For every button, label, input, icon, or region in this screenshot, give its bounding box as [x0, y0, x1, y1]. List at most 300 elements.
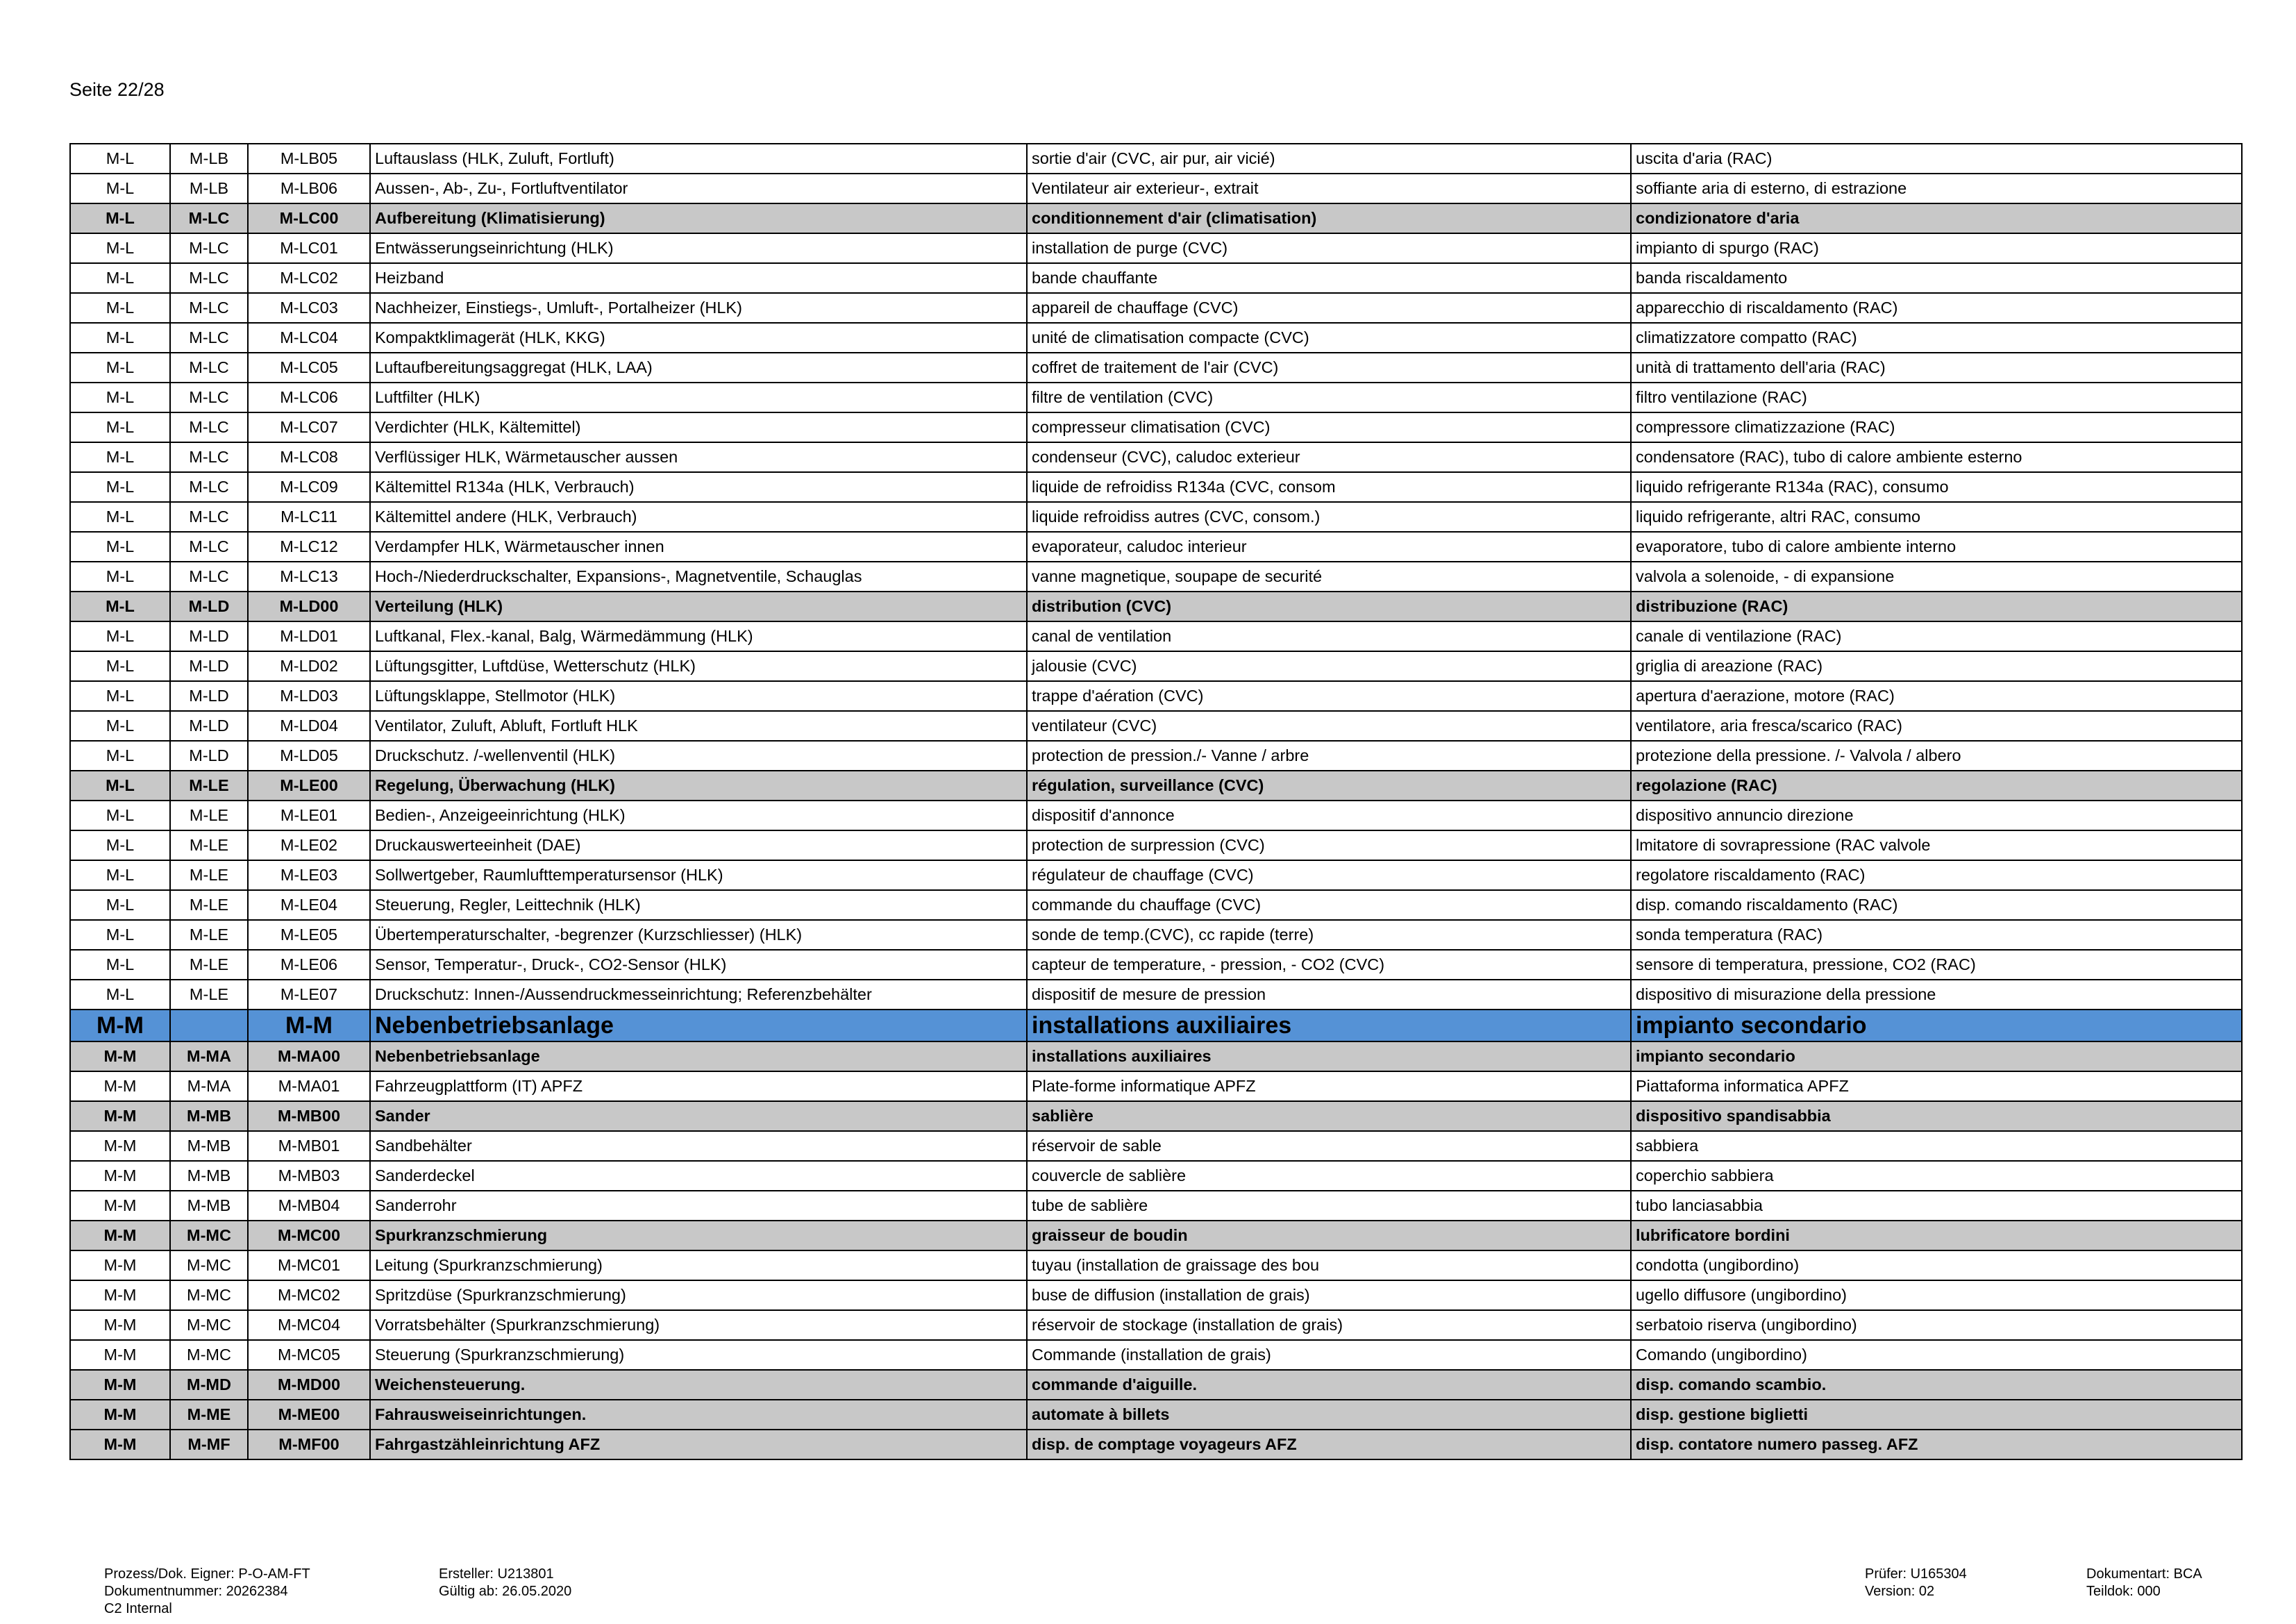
cell-description-de: Fahrzeugplattform (IT) APFZ — [370, 1071, 1027, 1101]
cell-description-fr: coffret de traitement de l'air (CVC) — [1027, 353, 1631, 383]
cell-description-fr: régulateur de chauffage (CVC) — [1027, 860, 1631, 890]
cell-level3-code: M-LC11 — [248, 502, 370, 532]
cell-description-it: dispositivo spandisabbia — [1631, 1101, 2242, 1131]
cell-description-fr: commande d'aiguille. — [1027, 1370, 1631, 1400]
cell-description-it: dispositivo di misurazione della pressione — [1631, 980, 2242, 1010]
footer-part-doc: Teildok: 000 — [2086, 1584, 2161, 1599]
table-row — [70, 293, 2242, 323]
cell-description-fr: réservoir de stockage (installation de grais) — [1027, 1310, 1631, 1340]
table-row — [70, 1131, 2242, 1161]
cell-level2-code: M-MB — [170, 1191, 248, 1221]
cell-level3-code: M-LB05 — [248, 144, 370, 174]
cell-level3-code: M-LE04 — [248, 890, 370, 920]
group-row — [70, 1430, 2242, 1459]
cell-description-it: soffiante aria di esterno, di estrazione — [1631, 174, 2242, 203]
table-row — [70, 920, 2242, 950]
cell-level1-code: M-L — [70, 203, 170, 233]
table-row — [70, 174, 2242, 203]
cell-level1-code: M-L — [70, 293, 170, 323]
cell-description-fr: liquide de refroidiss R134a (CVC, consom — [1027, 472, 1631, 502]
cell-description-de: Aussen-, Ab-, Zu-, Fortluftventilator — [370, 174, 1027, 203]
cell-level3-code: M-LE01 — [248, 801, 370, 830]
footer-doc-number: Dokumentnummer: 20262384 — [104, 1584, 288, 1599]
cell-level1-code: M-M — [70, 1041, 170, 1071]
cell-level1-code: M-L — [70, 592, 170, 621]
cell-level3-code: M-LE00 — [248, 771, 370, 801]
cell-level2-code: M-LC — [170, 323, 248, 353]
cell-level1-code: M-M — [70, 1400, 170, 1430]
cell-level2-code: M-LE — [170, 890, 248, 920]
cell-level2-code: M-MC — [170, 1221, 248, 1250]
cell-level2-code: M-MA — [170, 1071, 248, 1101]
table-row — [70, 1310, 2242, 1340]
cell-level3-code: M-LC04 — [248, 323, 370, 353]
table-row — [70, 621, 2242, 651]
cell-description-it: regolatore riscaldamento (RAC) — [1631, 860, 2242, 890]
cell-level1-code: M-M — [70, 1250, 170, 1280]
table-row — [70, 1280, 2242, 1310]
cell-description-fr: conditionnement d'air (climatisation) — [1027, 203, 1631, 233]
cell-level3-code: M-LE06 — [248, 950, 370, 980]
cell-description-fr: buse de diffusion (installation de grais) — [1027, 1280, 1631, 1310]
cell-description-de: Lüftungsgitter, Luftdüse, Wetterschutz (HLK) — [370, 651, 1027, 681]
cell-description-de: Weichensteuerung. — [370, 1370, 1027, 1400]
cell-level1-code: M-L — [70, 174, 170, 203]
table-row — [70, 562, 2242, 592]
cell-description-it: ugello diffusore (ungibordino) — [1631, 1280, 2242, 1310]
cell-description-fr: Plate-forme informatique APFZ — [1027, 1071, 1631, 1101]
group-row — [70, 592, 2242, 621]
cell-description-it: condensatore (RAC), tubo di calore ambiente esterno — [1631, 442, 2242, 472]
table-row — [70, 950, 2242, 980]
table-row — [70, 442, 2242, 472]
cell-level1-code: M-L — [70, 741, 170, 771]
cell-level1-code: M-M — [70, 1310, 170, 1340]
table-row — [70, 681, 2242, 711]
cell-description-de: Verflüssiger HLK, Wärmetauscher aussen — [370, 442, 1027, 472]
group-row — [70, 1041, 2242, 1071]
table-row — [70, 472, 2242, 502]
table-row — [70, 651, 2242, 681]
cell-description-fr: ventilateur (CVC) — [1027, 711, 1631, 741]
cell-level2-code — [170, 1010, 248, 1041]
table-row — [70, 383, 2242, 412]
cell-description-fr: installations auxiliaires — [1027, 1010, 1631, 1041]
cell-level3-code: M-MD00 — [248, 1370, 370, 1400]
cell-description-fr: trappe d'aération (CVC) — [1027, 681, 1631, 711]
cell-level1-code: M-L — [70, 412, 170, 442]
cell-level2-code: M-LC — [170, 502, 248, 532]
cell-description-it: apertura d'aerazione, motore (RAC) — [1631, 681, 2242, 711]
cell-level1-code: M-M — [70, 1161, 170, 1191]
cell-level2-code: M-LE — [170, 950, 248, 980]
cell-level1-code: M-L — [70, 950, 170, 980]
cell-level2-code: M-LE — [170, 830, 248, 860]
cell-description-fr: dispositif de mesure de pression — [1027, 980, 1631, 1010]
cell-level1-code: M-L — [70, 621, 170, 651]
cell-level1-code: M-L — [70, 711, 170, 741]
cell-level2-code: M-LC — [170, 203, 248, 233]
table-row — [70, 233, 2242, 263]
cell-description-fr: protection de pression./- Vanne / arbre — [1027, 741, 1631, 771]
cell-description-de: Sander — [370, 1101, 1027, 1131]
cell-description-de: Verteilung (HLK) — [370, 592, 1027, 621]
cell-description-it: impianto secondario — [1631, 1010, 2242, 1041]
cell-level2-code: M-LB — [170, 174, 248, 203]
table-row — [70, 1250, 2242, 1280]
cell-level1-code: M-L — [70, 920, 170, 950]
table-row — [70, 412, 2242, 442]
cell-description-de: Übertemperaturschalter, -begrenzer (Kurzschliesser) (HLK) — [370, 920, 1027, 950]
cell-level2-code: M-LC — [170, 472, 248, 502]
cell-description-de: Kältemittel andere (HLK, Verbrauch) — [370, 502, 1027, 532]
cell-level2-code: M-LC — [170, 412, 248, 442]
table-row — [70, 711, 2242, 741]
cell-description-fr: distribution (CVC) — [1027, 592, 1631, 621]
cell-description-de: Sanderdeckel — [370, 1161, 1027, 1191]
cell-description-fr: régulation, surveillance (CVC) — [1027, 771, 1631, 801]
cell-description-de: Kompaktklimagerät (HLK, KKG) — [370, 323, 1027, 353]
cell-level2-code: M-LE — [170, 771, 248, 801]
cell-level1-code: M-L — [70, 681, 170, 711]
cell-description-fr: bande chauffante — [1027, 263, 1631, 293]
cell-description-it: lmitatore di sovrapressione (RAC valvole — [1631, 830, 2242, 860]
cell-level3-code: M-LD00 — [248, 592, 370, 621]
cell-description-fr: couvercle de sablière — [1027, 1161, 1631, 1191]
footer-reviewer-block — [1865, 1566, 1967, 1600]
cell-description-fr: disp. de comptage voyageurs AFZ — [1027, 1430, 1631, 1459]
cell-level1-code: M-L — [70, 353, 170, 383]
cell-description-it: coperchio sabbiera — [1631, 1161, 2242, 1191]
cell-level1-code: M-M — [70, 1430, 170, 1459]
cell-level3-code: M-LC07 — [248, 412, 370, 442]
cell-level1-code: M-L — [70, 442, 170, 472]
cell-description-fr: tuyau (installation de graissage des bou — [1027, 1250, 1631, 1280]
cell-description-it: lubrificatore bordini — [1631, 1221, 2242, 1250]
cell-level1-code: M-L — [70, 890, 170, 920]
cell-level3-code: M-LC06 — [248, 383, 370, 412]
cell-description-de: Sandbehälter — [370, 1131, 1027, 1161]
cell-description-de: Nachheizer, Einstiegs-, Umluft-, Portalheizer (HLK) — [370, 293, 1027, 323]
cell-description-fr: liquide refroidiss autres (CVC, consom.) — [1027, 502, 1631, 532]
cell-description-it: liquido refrigerante, altri RAC, consumo — [1631, 502, 2242, 532]
table-row — [70, 1071, 2242, 1101]
group-row — [70, 1400, 2242, 1430]
cell-description-it: condotta (ungibordino) — [1631, 1250, 2242, 1280]
cell-description-it: disp. comando scambio. — [1631, 1370, 2242, 1400]
cell-description-it: protezione della pressione. /- Valvola / albero — [1631, 741, 2242, 771]
cell-description-de: Luftaufbereitungsaggregat (HLK, LAA) — [370, 353, 1027, 383]
cell-level3-code: M-LC00 — [248, 203, 370, 233]
page-number: Seite 22/28 — [69, 79, 165, 100]
cell-level3-code: M-MA00 — [248, 1041, 370, 1071]
cell-level1-code: M-L — [70, 144, 170, 174]
footer-valid-from: Gültig ab: 26.05.2020 — [439, 1584, 572, 1599]
cell-level1-code: M-L — [70, 323, 170, 353]
cell-level3-code: M-LC09 — [248, 472, 370, 502]
cell-description-de: Sanderrohr — [370, 1191, 1027, 1221]
cell-description-de: Luftfilter (HLK) — [370, 383, 1027, 412]
cell-description-it: apparecchio di riscaldamento (RAC) — [1631, 293, 2242, 323]
cell-level2-code: M-LD — [170, 681, 248, 711]
cell-description-de: Nebenbetriebsanlage — [370, 1010, 1027, 1041]
cell-level3-code: M-MC02 — [248, 1280, 370, 1310]
cell-description-fr: capteur de temperature, - pression, - CO2 (CVC) — [1027, 950, 1631, 980]
cell-level3-code: M-LC13 — [248, 562, 370, 592]
cell-description-fr: Ventilateur air exterieur-, extrait — [1027, 174, 1631, 203]
table-row — [70, 144, 2242, 174]
cell-description-it: canale di ventilazione (RAC) — [1631, 621, 2242, 651]
table-row — [70, 502, 2242, 532]
footer-doctype-block — [2086, 1566, 2202, 1600]
cell-level3-code: M-LC03 — [248, 293, 370, 323]
cell-level2-code: M-MC — [170, 1340, 248, 1370]
cell-description-it: valvola a solenoide, - di expansione — [1631, 562, 2242, 592]
cell-level1-code: M-L — [70, 980, 170, 1010]
cell-description-de: Bedien-, Anzeigeeinrichtung (HLK) — [370, 801, 1027, 830]
footer-left — [104, 1566, 310, 1618]
cell-level2-code: M-LD — [170, 592, 248, 621]
cell-description-de: Fahrgastzähleinrichtung AFZ — [370, 1430, 1027, 1459]
cell-description-it: condizionatore d'aria — [1631, 203, 2242, 233]
cell-level2-code: M-ME — [170, 1400, 248, 1430]
footer-author-block — [439, 1566, 571, 1600]
cell-level2-code: M-LC — [170, 383, 248, 412]
cell-description-de: Aufbereitung (Klimatisierung) — [370, 203, 1027, 233]
cell-description-fr: vanne magnetique, soupape de securité — [1027, 562, 1631, 592]
group-row — [70, 1370, 2242, 1400]
cell-level2-code: M-LE — [170, 860, 248, 890]
cell-level3-code: M-LD03 — [248, 681, 370, 711]
cell-level2-code: M-MC — [170, 1280, 248, 1310]
table-row — [70, 263, 2242, 293]
footer-version: Version: 02 — [1865, 1584, 1935, 1599]
cell-level2-code: M-LE — [170, 920, 248, 950]
table-row — [70, 980, 2242, 1010]
cell-description-it: ventilatore, aria fresca/scarico (RAC) — [1631, 711, 2242, 741]
cell-level1-code: M-M — [70, 1191, 170, 1221]
cell-description-it: disp. contatore numero passeg. AFZ — [1631, 1430, 2242, 1459]
cell-description-de: Regelung, Überwachung (HLK) — [370, 771, 1027, 801]
cell-level1-code: M-L — [70, 233, 170, 263]
footer-classification: C2 Internal — [104, 1601, 172, 1616]
cell-level3-code: M-MB03 — [248, 1161, 370, 1191]
cell-description-de: Spurkranzschmierung — [370, 1221, 1027, 1250]
cell-level1-code: M-M — [70, 1340, 170, 1370]
cell-level1-code: M-M — [70, 1010, 170, 1041]
cell-description-de: Kältemittel R134a (HLK, Verbrauch) — [370, 472, 1027, 502]
cell-level2-code: M-LC — [170, 442, 248, 472]
cell-level3-code: M-MC00 — [248, 1221, 370, 1250]
cell-description-it: griglia di areazione (RAC) — [1631, 651, 2242, 681]
cell-description-fr: canal de ventilation — [1027, 621, 1631, 651]
cell-level1-code: M-L — [70, 830, 170, 860]
cell-level2-code: M-MC — [170, 1250, 248, 1280]
cell-description-fr: commande du chauffage (CVC) — [1027, 890, 1631, 920]
cell-description-fr: sortie d'air (CVC, air pur, air vicié) — [1027, 144, 1631, 174]
cell-level2-code: M-LC — [170, 233, 248, 263]
cell-description-it: banda riscaldamento — [1631, 263, 2242, 293]
cell-description-fr: automate à billets — [1027, 1400, 1631, 1430]
cell-description-de: Sensor, Temperatur-, Druck-, CO2-Sensor (HLK) — [370, 950, 1027, 980]
code-table-body — [70, 144, 2242, 1459]
cell-description-it: serbatoio riserva (ungibordino) — [1631, 1310, 2242, 1340]
cell-description-it: disp. gestione biglietti — [1631, 1400, 2242, 1430]
cell-description-de: Luftkanal, Flex.-kanal, Balg, Wärmedämmung (HLK) — [370, 621, 1027, 651]
cell-description-it: Comando (ungibordino) — [1631, 1340, 2242, 1370]
table-row — [70, 860, 2242, 890]
cell-level2-code: M-LC — [170, 562, 248, 592]
cell-level3-code: M-M — [248, 1010, 370, 1041]
cell-description-fr: filtre de ventilation (CVC) — [1027, 383, 1631, 412]
cell-level3-code: M-MB01 — [248, 1131, 370, 1161]
group-row — [70, 1221, 2242, 1250]
cell-level3-code: M-LC08 — [248, 442, 370, 472]
cell-level1-code: M-L — [70, 502, 170, 532]
cell-level2-code: M-LC — [170, 293, 248, 323]
cell-level3-code: M-MB04 — [248, 1191, 370, 1221]
cell-level1-code: M-L — [70, 383, 170, 412]
cell-level3-code: M-MC04 — [248, 1310, 370, 1340]
cell-level2-code: M-LD — [170, 651, 248, 681]
cell-level3-code: M-LE02 — [248, 830, 370, 860]
cell-description-fr: condenseur (CVC), caludoc exterieur — [1027, 442, 1631, 472]
cell-description-fr: sonde de temp.(CVC), cc rapide (terre) — [1027, 920, 1631, 950]
table-row — [70, 353, 2242, 383]
cell-description-de: Verdampfer HLK, Wärmetauscher innen — [370, 532, 1027, 562]
cell-level2-code: M-LC — [170, 263, 248, 293]
cell-level1-code: M-L — [70, 860, 170, 890]
cell-description-de: Verdichter (HLK, Kältemittel) — [370, 412, 1027, 442]
cell-level1-code: M-L — [70, 771, 170, 801]
table-row — [70, 741, 2242, 771]
footer-doc-type: Dokumentart: BCA — [2086, 1566, 2202, 1582]
cell-level2-code: M-MB — [170, 1131, 248, 1161]
table-row — [70, 890, 2242, 920]
cell-level3-code: M-MB00 — [248, 1101, 370, 1131]
cell-level2-code: M-LC — [170, 353, 248, 383]
cell-level3-code: M-MC01 — [248, 1250, 370, 1280]
cell-level2-code: M-LB — [170, 144, 248, 174]
cell-level3-code: M-LD01 — [248, 621, 370, 651]
cell-description-fr: evaporateur, caludoc interieur — [1027, 532, 1631, 562]
code-table — [69, 143, 2243, 1460]
table-row — [70, 801, 2242, 830]
table-row — [70, 830, 2242, 860]
cell-description-fr: réservoir de sable — [1027, 1131, 1631, 1161]
cell-description-it: unità di trattamento dell'aria (RAC) — [1631, 353, 2242, 383]
cell-level3-code: M-MA01 — [248, 1071, 370, 1101]
table-row — [70, 1191, 2242, 1221]
cell-description-it: distribuzione (RAC) — [1631, 592, 2242, 621]
cell-description-it: sensore di temperatura, pressione, CO2 (RAC) — [1631, 950, 2242, 980]
cell-description-fr: jalousie (CVC) — [1027, 651, 1631, 681]
cell-description-fr: protection de surpression (CVC) — [1027, 830, 1631, 860]
cell-level3-code: M-LB06 — [248, 174, 370, 203]
cell-level1-code: M-L — [70, 472, 170, 502]
cell-level1-code: M-L — [70, 562, 170, 592]
cell-level1-code: M-M — [70, 1221, 170, 1250]
cell-level1-code: M-M — [70, 1370, 170, 1400]
cell-description-de: Druckauswerteeinheit (DAE) — [370, 830, 1027, 860]
cell-description-fr: dispositif d'annonce — [1027, 801, 1631, 830]
cell-description-de: Fahrausweiseinrichtungen. — [370, 1400, 1027, 1430]
cell-description-de: Druckschutz: Innen-/Aussendruckmesseinrichtung; Referenzbehälter — [370, 980, 1027, 1010]
cell-description-de: Steuerung (Spurkranzschmierung) — [370, 1340, 1027, 1370]
cell-level3-code: M-LC02 — [248, 263, 370, 293]
cell-level3-code: M-LC01 — [248, 233, 370, 263]
group-row — [70, 771, 2242, 801]
cell-description-de: Spritzdüse (Spurkranzschmierung) — [370, 1280, 1027, 1310]
cell-description-fr: unité de climatisation compacte (CVC) — [1027, 323, 1631, 353]
cell-description-de: Sollwertgeber, Raumlufttemperatursensor (HLK) — [370, 860, 1027, 890]
table-row — [70, 1161, 2242, 1191]
cell-level2-code: M-MA — [170, 1041, 248, 1071]
cell-level1-code: M-M — [70, 1280, 170, 1310]
cell-description-fr: compresseur climatisation (CVC) — [1027, 412, 1631, 442]
cell-description-it: compressore climatizzazione (RAC) — [1631, 412, 2242, 442]
cell-description-it: Piattaforma informatica APFZ — [1631, 1071, 2242, 1101]
cell-description-fr: graisseur de boudin — [1027, 1221, 1631, 1250]
cell-level2-code: M-LD — [170, 621, 248, 651]
cell-level2-code: M-MC — [170, 1310, 248, 1340]
cell-description-de: Lüftungsklappe, Stellmotor (HLK) — [370, 681, 1027, 711]
cell-description-de: Hoch-/Niederdruckschalter, Expansions-, Magnetventile, Schauglas — [370, 562, 1027, 592]
cell-description-it: impianto di spurgo (RAC) — [1631, 233, 2242, 263]
cell-description-de: Steuerung, Regler, Leittechnik (HLK) — [370, 890, 1027, 920]
cell-level3-code: M-MF00 — [248, 1430, 370, 1459]
cell-level2-code: M-LD — [170, 711, 248, 741]
cell-level1-code: M-L — [70, 263, 170, 293]
cell-description-it: uscita d'aria (RAC) — [1631, 144, 2242, 174]
cell-description-it: dispositivo annuncio direzione — [1631, 801, 2242, 830]
cell-level3-code: M-LC05 — [248, 353, 370, 383]
table-row — [70, 1340, 2242, 1370]
cell-level2-code: M-MF — [170, 1430, 248, 1459]
cell-description-de: Luftauslass (HLK, Zuluft, Fortluft) — [370, 144, 1027, 174]
cell-description-it: filtro ventilazione (RAC) — [1631, 383, 2242, 412]
cell-level2-code: M-LE — [170, 801, 248, 830]
cell-level2-code: M-LD — [170, 741, 248, 771]
cell-description-it: sonda temperatura (RAC) — [1631, 920, 2242, 950]
section-row — [70, 1010, 2242, 1041]
cell-level3-code: M-ME00 — [248, 1400, 370, 1430]
cell-description-fr: tube de sablière — [1027, 1191, 1631, 1221]
cell-description-de: Vorratsbehälter (Spurkranzschmierung) — [370, 1310, 1027, 1340]
cell-level1-code: M-M — [70, 1101, 170, 1131]
footer-reviewer: Prüfer: U165304 — [1865, 1566, 1967, 1582]
cell-level3-code: M-LD04 — [248, 711, 370, 741]
cell-level1-code: M-M — [70, 1071, 170, 1101]
cell-description-de: Heizband — [370, 263, 1027, 293]
cell-level3-code: M-LE03 — [248, 860, 370, 890]
cell-description-it: sabbiera — [1631, 1131, 2242, 1161]
cell-level2-code: M-LE — [170, 980, 248, 1010]
footer-author: Ersteller: U213801 — [439, 1566, 554, 1582]
cell-level1-code: M-M — [70, 1131, 170, 1161]
cell-description-fr: Commande (installation de grais) — [1027, 1340, 1631, 1370]
cell-level1-code: M-L — [70, 532, 170, 562]
group-row — [70, 1101, 2242, 1131]
cell-description-it: climatizzatore compatto (RAC) — [1631, 323, 2242, 353]
cell-description-it: impianto secondario — [1631, 1041, 2242, 1071]
group-row — [70, 203, 2242, 233]
cell-description-fr: sablière — [1027, 1101, 1631, 1131]
cell-level3-code: M-LC12 — [248, 532, 370, 562]
cell-description-de: Druckschutz. /-wellenventil (HLK) — [370, 741, 1027, 771]
cell-description-it: evaporatore, tubo di calore ambiente interno — [1631, 532, 2242, 562]
cell-description-fr: installations auxiliaires — [1027, 1041, 1631, 1071]
